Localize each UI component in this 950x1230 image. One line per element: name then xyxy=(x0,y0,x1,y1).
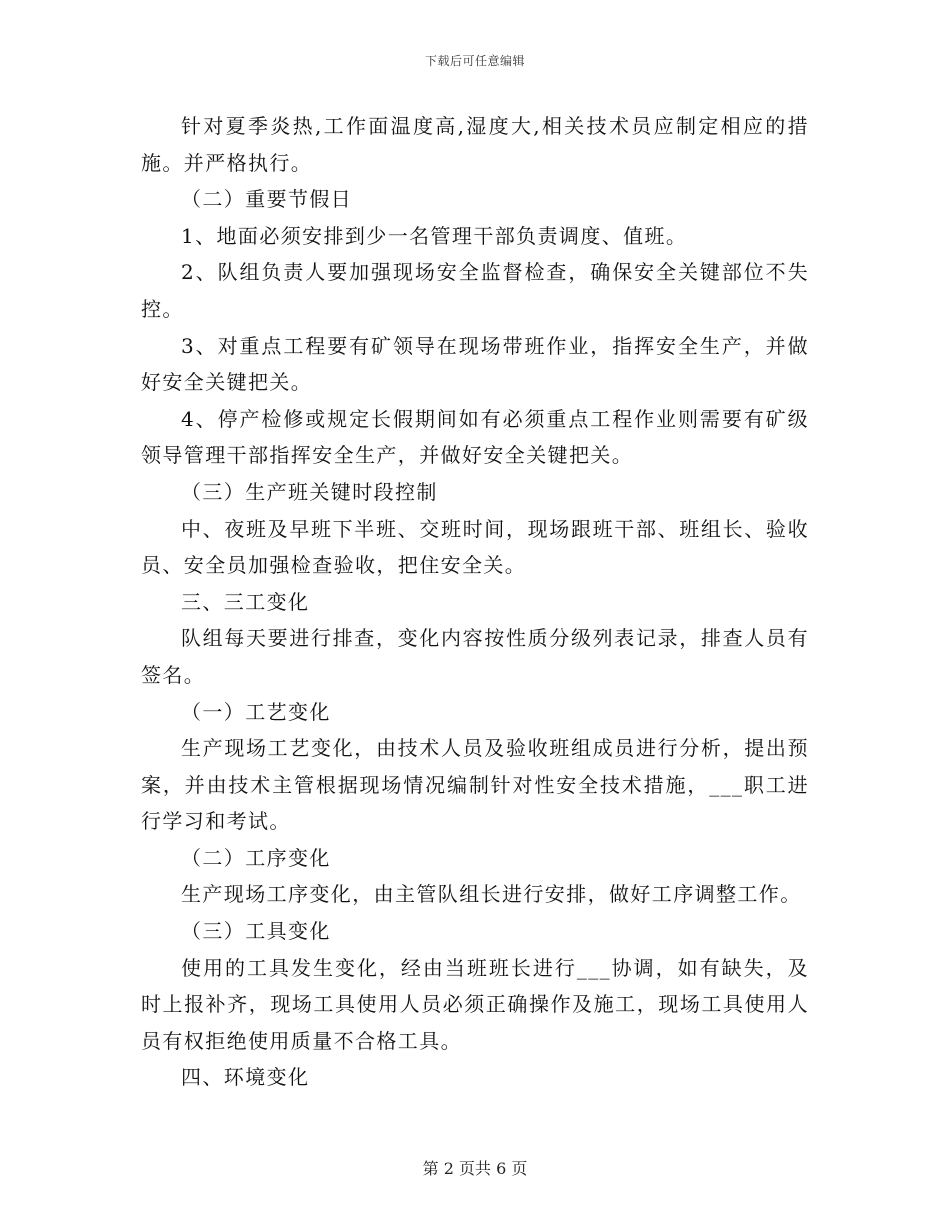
paragraph: 4、停产检修或规定长假期间如有必须重点工程作业则需要有矿级领导管理干部指挥安全生产，并做好安全关键把关。 xyxy=(141,406,809,468)
paragraph: 针对夏季炎热,工作面温度高,湿度大,相关技术员应制定相应的措施。并严格执行。 xyxy=(141,114,809,175)
section-heading: （二）重要节假日 xyxy=(181,187,353,212)
paragraph: 队组每天要进行排查，变化内容按性质分级列表记录，排查人员有签名。 xyxy=(141,626,809,687)
section-heading: （三）工具变化 xyxy=(181,919,331,944)
paragraph: 1、地面必须安排到少一名管理干部负责调度、值班。 xyxy=(181,223,688,248)
section-heading: （三）生产班关键时段控制 xyxy=(181,479,438,504)
document-body xyxy=(141,108,809,1096)
section-heading: 四、环境变化 xyxy=(181,1065,310,1090)
page-number: 第 2 页共 6 页 xyxy=(422,1159,528,1178)
section-heading: 三、三工变化 xyxy=(181,589,310,614)
paragraph: 中、夜班及早班下半班、交班时间，现场跟班干部、班组长、验收员、安全员加强检查验收，把住安全关。 xyxy=(141,516,809,578)
paragraph: 生产现场工艺变化，由技术人员及验收班组成员进行分析，提出预案，并由技术主管根据现场情况编制针对性安全技术措施，___职工进行学习和考试。 xyxy=(141,736,809,834)
section-heading: （一）工艺变化 xyxy=(181,699,331,724)
page-header: 下载后可任意编辑 xyxy=(424,54,525,68)
section-heading: （二）工序变化 xyxy=(181,845,331,870)
paragraph: 生产现场工序变化，由主管队组长进行安排，做好工序调整工作。 xyxy=(181,882,802,907)
paragraph: 2、队组负责人要加强现场安全监督检查，确保安全关键部位不失控。 xyxy=(141,260,809,321)
paragraph: 3、对重点工程要有矿领导在现场带班作业，指挥安全生产，并做好安全关键把关。 xyxy=(141,333,809,395)
paragraph: 使用的工具发生变化，经由当班班长进行___协调，如有缺失，及时上报补齐，现场工具使用人员必须正确操作及施工，现场工具使用人员有权拒绝使用质量不合格工具。 xyxy=(141,955,809,1053)
